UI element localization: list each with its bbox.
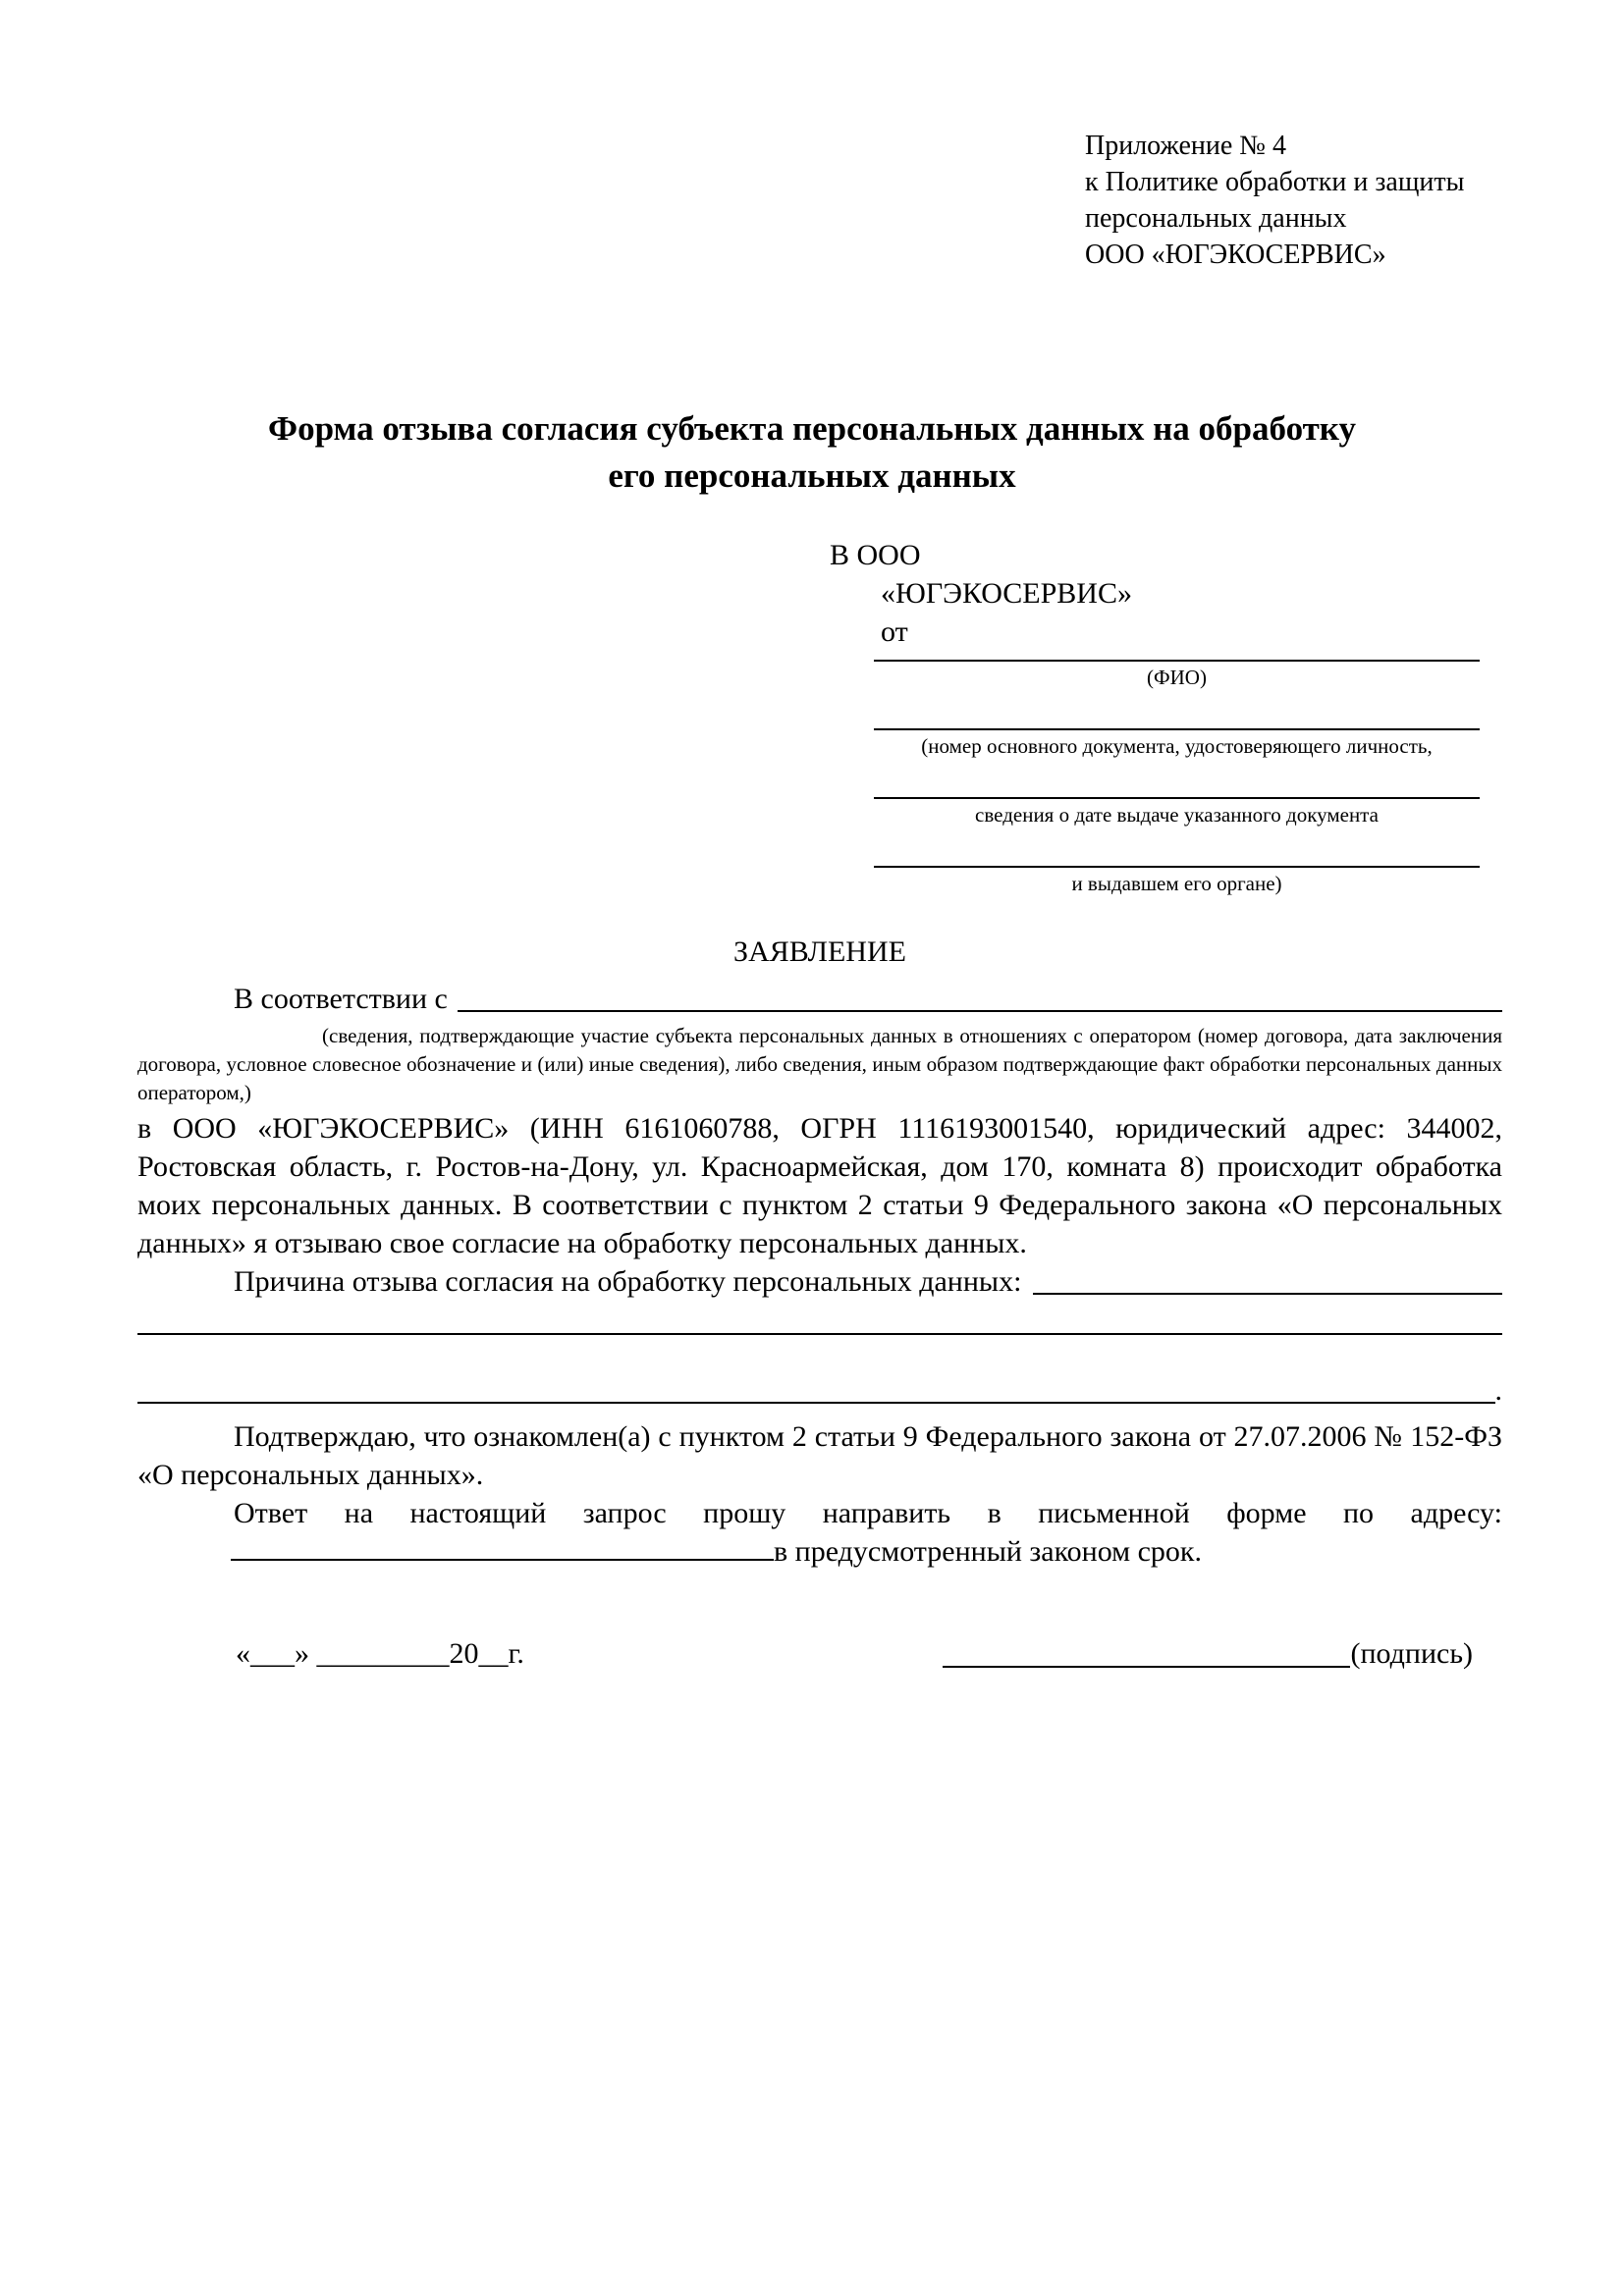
- addressee-org: «ЮГЭКОСЕРВИС»: [881, 577, 1132, 610]
- reason-label: Причина отзыва согласия на обработку персональных данных:: [234, 1265, 1022, 1298]
- addressee-from-label: от: [881, 615, 908, 648]
- signature-caption: (подпись): [1350, 1637, 1473, 1670]
- title-line-1: Форма отзыва согласия субъекта персональных данных на обработку: [268, 409, 1356, 448]
- statement-body: в ООО «ЮГЭКОСЕРВИС» (ИНН 6161060788, ОГРН 1116193001540, юридический адрес: 344002, Ростовская область, г. Ростов-на-Дону, ул. Красноармейская, дом 170, комната 8) происходит обработка моих персональных данных. В соответствии с пунктом 2 статьи 9 Федерального закона «О персональных данных» я отзываю свое согласие на обработку персональных данных.: [137, 1112, 1502, 1259]
- doc-number-blank-row: [874, 726, 1480, 759]
- trailing-period: .: [1494, 1374, 1502, 1407]
- statement-section: [137, 933, 1502, 1571]
- confirm-paragraph: Подтверждаю, что ознакомлен(а) с пунктом 2 статьи 9 Федерального закона от 27.07.2006 № 152-ФЗ «О персональных данных».: [137, 1420, 1502, 1491]
- date-line: «___» _________20__г.: [236, 1637, 524, 1670]
- accordance-blank-line: [458, 1008, 1502, 1012]
- corner-header: [1085, 128, 1464, 273]
- fio-blank-line: [874, 658, 1480, 662]
- reason-blank-line-2: [137, 1331, 1502, 1335]
- corner-header-line: Приложение № 4: [1085, 131, 1286, 161]
- footnote-text: (сведения, подтверждающие участие субъекта персональных данных в отношениях с оператором (номер договора, дата заключения договора, условное словесное обозначение и (или) иные сведения), либо сведения, иным образом подтверждающие факт обработки персональных данных оператором,): [137, 1024, 1502, 1104]
- addressee-block: [830, 536, 1480, 896]
- footer-row: [137, 1633, 1502, 1675]
- accordance-line: [137, 980, 1502, 1018]
- corner-header-line: персональных данных: [1085, 203, 1347, 234]
- doc-issuer-caption: и выдавшем его органе): [1071, 872, 1282, 895]
- reason-blank-line: [1033, 1291, 1502, 1295]
- signature-blank-line: [943, 1664, 1350, 1668]
- doc-number-blank-line: [874, 726, 1480, 730]
- reason-line: [137, 1262, 1502, 1301]
- reply-suffix: в предусмотренный законом срок.: [774, 1535, 1202, 1568]
- title-line-2: его персональных данных: [608, 456, 1016, 495]
- signature-block: [943, 1633, 1473, 1675]
- reply-prefix: Ответ на настоящий запрос прошу направить в письменной форме по адресу:: [234, 1497, 1502, 1529]
- addressee-to: В ООО: [830, 539, 921, 571]
- accordance-prefix: В соответствии с: [234, 983, 448, 1015]
- reason-blank-line-3: [137, 1400, 1495, 1404]
- document-title: [0, 405, 1624, 500]
- doc-date-blank-row: [874, 795, 1480, 828]
- reply-paragraph: [137, 1494, 1502, 1571]
- statement-heading: ЗАЯВЛЕНИЕ: [733, 935, 906, 968]
- fio-blank-row: [874, 658, 1480, 690]
- doc-date-caption: сведения о дате выдаче указанного документа: [975, 803, 1379, 827]
- doc-issuer-blank-line: [874, 864, 1480, 868]
- reason-blank-row-1: [137, 1331, 1502, 1341]
- doc-issuer-blank-row: [874, 864, 1480, 896]
- doc-number-caption: (номер основного документа, удостоверяющего личность,: [921, 734, 1433, 758]
- fio-caption: (ФИО): [1147, 666, 1207, 689]
- reply-address-blank-line: [231, 1535, 774, 1561]
- addressee-blanks: [874, 658, 1480, 896]
- corner-header-line: ООО «ЮГЭКОСЕРВИС»: [1085, 240, 1386, 270]
- doc-date-blank-line: [874, 795, 1480, 799]
- reason-blank-row-2: [137, 1371, 1502, 1410]
- corner-header-line: к Политике обработки и защиты: [1085, 167, 1465, 197]
